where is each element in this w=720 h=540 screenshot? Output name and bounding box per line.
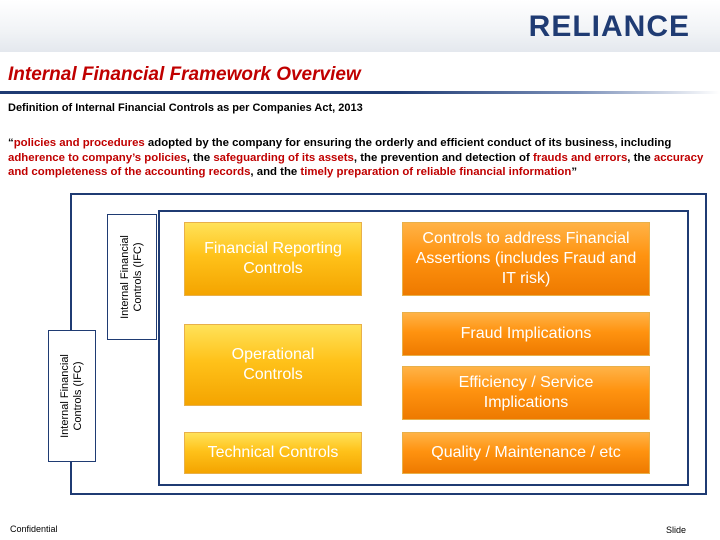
- confidential-label: Confidential: [10, 524, 58, 534]
- title-divider: [0, 91, 720, 94]
- operational-controls-label: Operational Controls: [231, 346, 315, 383]
- financial-reporting-controls-label: Financial Reporting Controls: [204, 240, 342, 277]
- operational-controls-box: [184, 324, 362, 406]
- financial-assertions-label: Controls to address Financial Assertions (includes Fraud and IT risk): [415, 230, 637, 287]
- financial-reporting-controls-box: [184, 222, 362, 296]
- highlight-frauds: frauds and errors: [532, 151, 628, 164]
- efficiency-service-box: [402, 366, 650, 420]
- slide-label: Slide: [665, 525, 686, 535]
- highlight-safeguarding: safeguarding of its assets: [213, 151, 354, 164]
- open-quote: “: [8, 137, 14, 149]
- quote-text-1: adopted by the company for ensuring the orderly and efficient conduct of its business, including: [144, 137, 672, 149]
- definition-heading: Definition of Internal Financial Controls as per Companies Act, 2013: [8, 102, 363, 114]
- inner-ifc-label-bar: [107, 214, 157, 340]
- outer-ifc-label: Internal Financial Controls (IFC): [59, 354, 84, 438]
- page-title: Internal Financial Framework Overview: [8, 64, 361, 85]
- quality-maintenance-box: [402, 432, 650, 474]
- highlight-adherence: adherence to company’s policies: [8, 151, 187, 164]
- financial-assertions-box: [402, 222, 650, 296]
- technical-controls-label: Technical Controls: [207, 444, 339, 461]
- reliance-logo: RELIANCE: [528, 10, 690, 43]
- close-quote: ”: [571, 166, 578, 178]
- outer-ifc-label-bar: [48, 330, 96, 462]
- highlight-timely: timely preparation of reliable financial information: [300, 166, 572, 178]
- highlight-accuracy: accuracy and completeness of the accounting records: [8, 151, 704, 178]
- highlight-policies: policies and procedures: [13, 137, 145, 149]
- quote-text-3: , the prevention and detection of: [353, 151, 533, 164]
- fraud-implications-box: [402, 312, 650, 356]
- fraud-implications-label: Fraud Implications: [460, 325, 592, 342]
- inner-ifc-label: Internal Financial Controls (IFC): [119, 235, 144, 319]
- quality-maintenance-label: Quality / Maintenance / etc: [431, 444, 621, 461]
- efficiency-service-label: Efficiency / Service Implications: [458, 374, 594, 411]
- technical-controls-box: [184, 432, 362, 474]
- quote-text-4: , the: [627, 151, 654, 164]
- quote-text-5: , and the: [250, 166, 301, 178]
- quote-text-2: , the: [186, 151, 214, 164]
- definition-quote: [8, 136, 713, 180]
